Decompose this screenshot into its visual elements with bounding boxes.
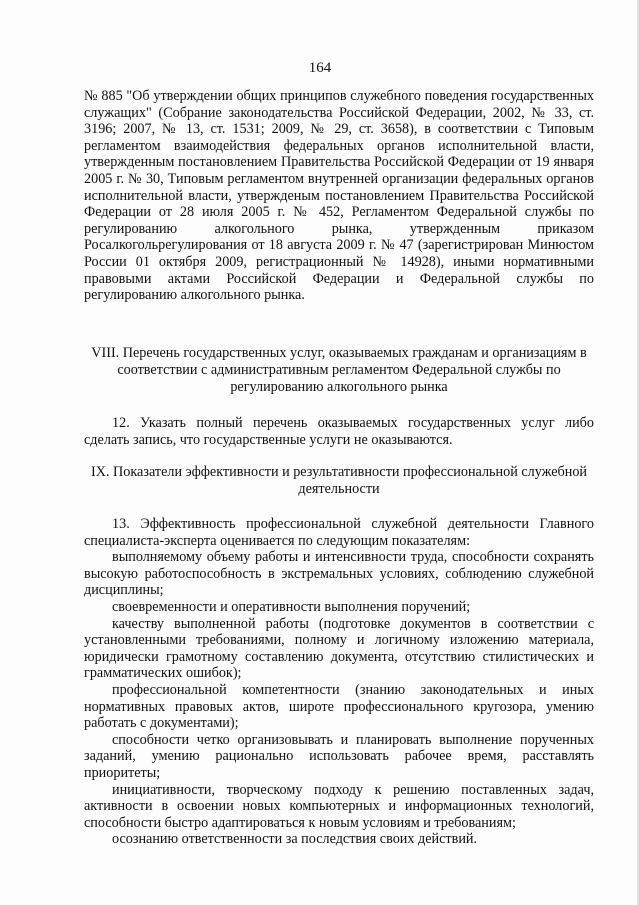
section-8-text-block — [84, 415, 594, 448]
intro-text-block — [84, 88, 594, 304]
section-9-paragraph-2: выполняемому объему работы и интенсивности труда, способности сохранять высокую работоспособность в экстремальных условиях, соблюдению служебной дисциплины; — [84, 549, 594, 599]
section-9-paragraph-4: качеству выполненной работы (подготовке документов в соответствии с установленными требованиями, полному и логичному изложению материала, юридически грамотному составлению документа, отсутствию стилистических и грамматических ошибок); — [84, 615, 594, 682]
section-9-heading: IX. Показатели эффективности и результативности профессиональной служебной деятельности — [90, 464, 588, 497]
intro-paragraph: № 885 "Об утверждении общих принципов служебного поведения государственных служащих" (Собрание законодательства Российской Федерации, 2002, № 33, ст. 3196; 2007, № 13, ст. 1531; 2009, № 29, ст. 3658), в соответствии с Типовым регламентом взаимодействия федеральных органов исполнительной власти, утвержденным постановлением Правительства Российской Федерации от 19 января 2005 г. № 30, Типовым регламентом внутренней организации федеральных органов исполнительной власти, утвержденым постановлением Правительства Российской Федерации от 28 июля 2005 г. № 452, Регламентом Федеральной службы по регулированию алкогольного рынка, утвержденным приказом Росалкогольрегулирования от 18 августа 2009 г. № 47 (зарегистрирован Минюстом России 01 октября 2009, регистрационный № 14928), иными нормативными правовыми актами Российской Федерации и Федеральной службы по регулированию алкогольного рынка. — [84, 88, 594, 304]
section-9-paragraph-1: 13. Эффективность профессиональной служебной деятельности Главного специалиста-эксперта оценивается по следующим показателям: — [84, 516, 594, 549]
section-8-paragraph: 12. Указать полный перечень оказываемых государственных услуг либо сделать запись, что государственные услуги не оказываются. — [84, 415, 594, 448]
section-9-paragraph-5: профессиональной компетентности (знанию законодательных и иных нормативных правовых актов, широте профессионального кругозора, умению работать с документами); — [84, 681, 594, 732]
section-9-text-block — [84, 516, 594, 848]
section-9-paragraph-8: осознанию ответственности за последствия своих действий. — [112, 831, 478, 848]
section-9-paragraph-6: способности четко организовывать и планировать выполнение порученных заданий, умению рационально использовать рабочее время, расставлять приоритеты; — [84, 731, 594, 781]
section-9-paragraph-3: своевременности и оперативности выполнения поручений; — [112, 598, 471, 615]
section-8-heading: VIII. Перечень государственных услуг, оказываемых гражданам и организациям в соответствии с административным регламентом Федеральной службы по регулированию алкогольного рынка — [91, 345, 587, 395]
section-9-paragraph-7: инициативности, творческому подходу к решению поставленных задач, активности в освоении новых компьютерных и информационных технологий, способности быстро адаптироваться к новым условиям и требованиям; — [84, 781, 594, 831]
page-number: 164 — [308, 60, 332, 76]
